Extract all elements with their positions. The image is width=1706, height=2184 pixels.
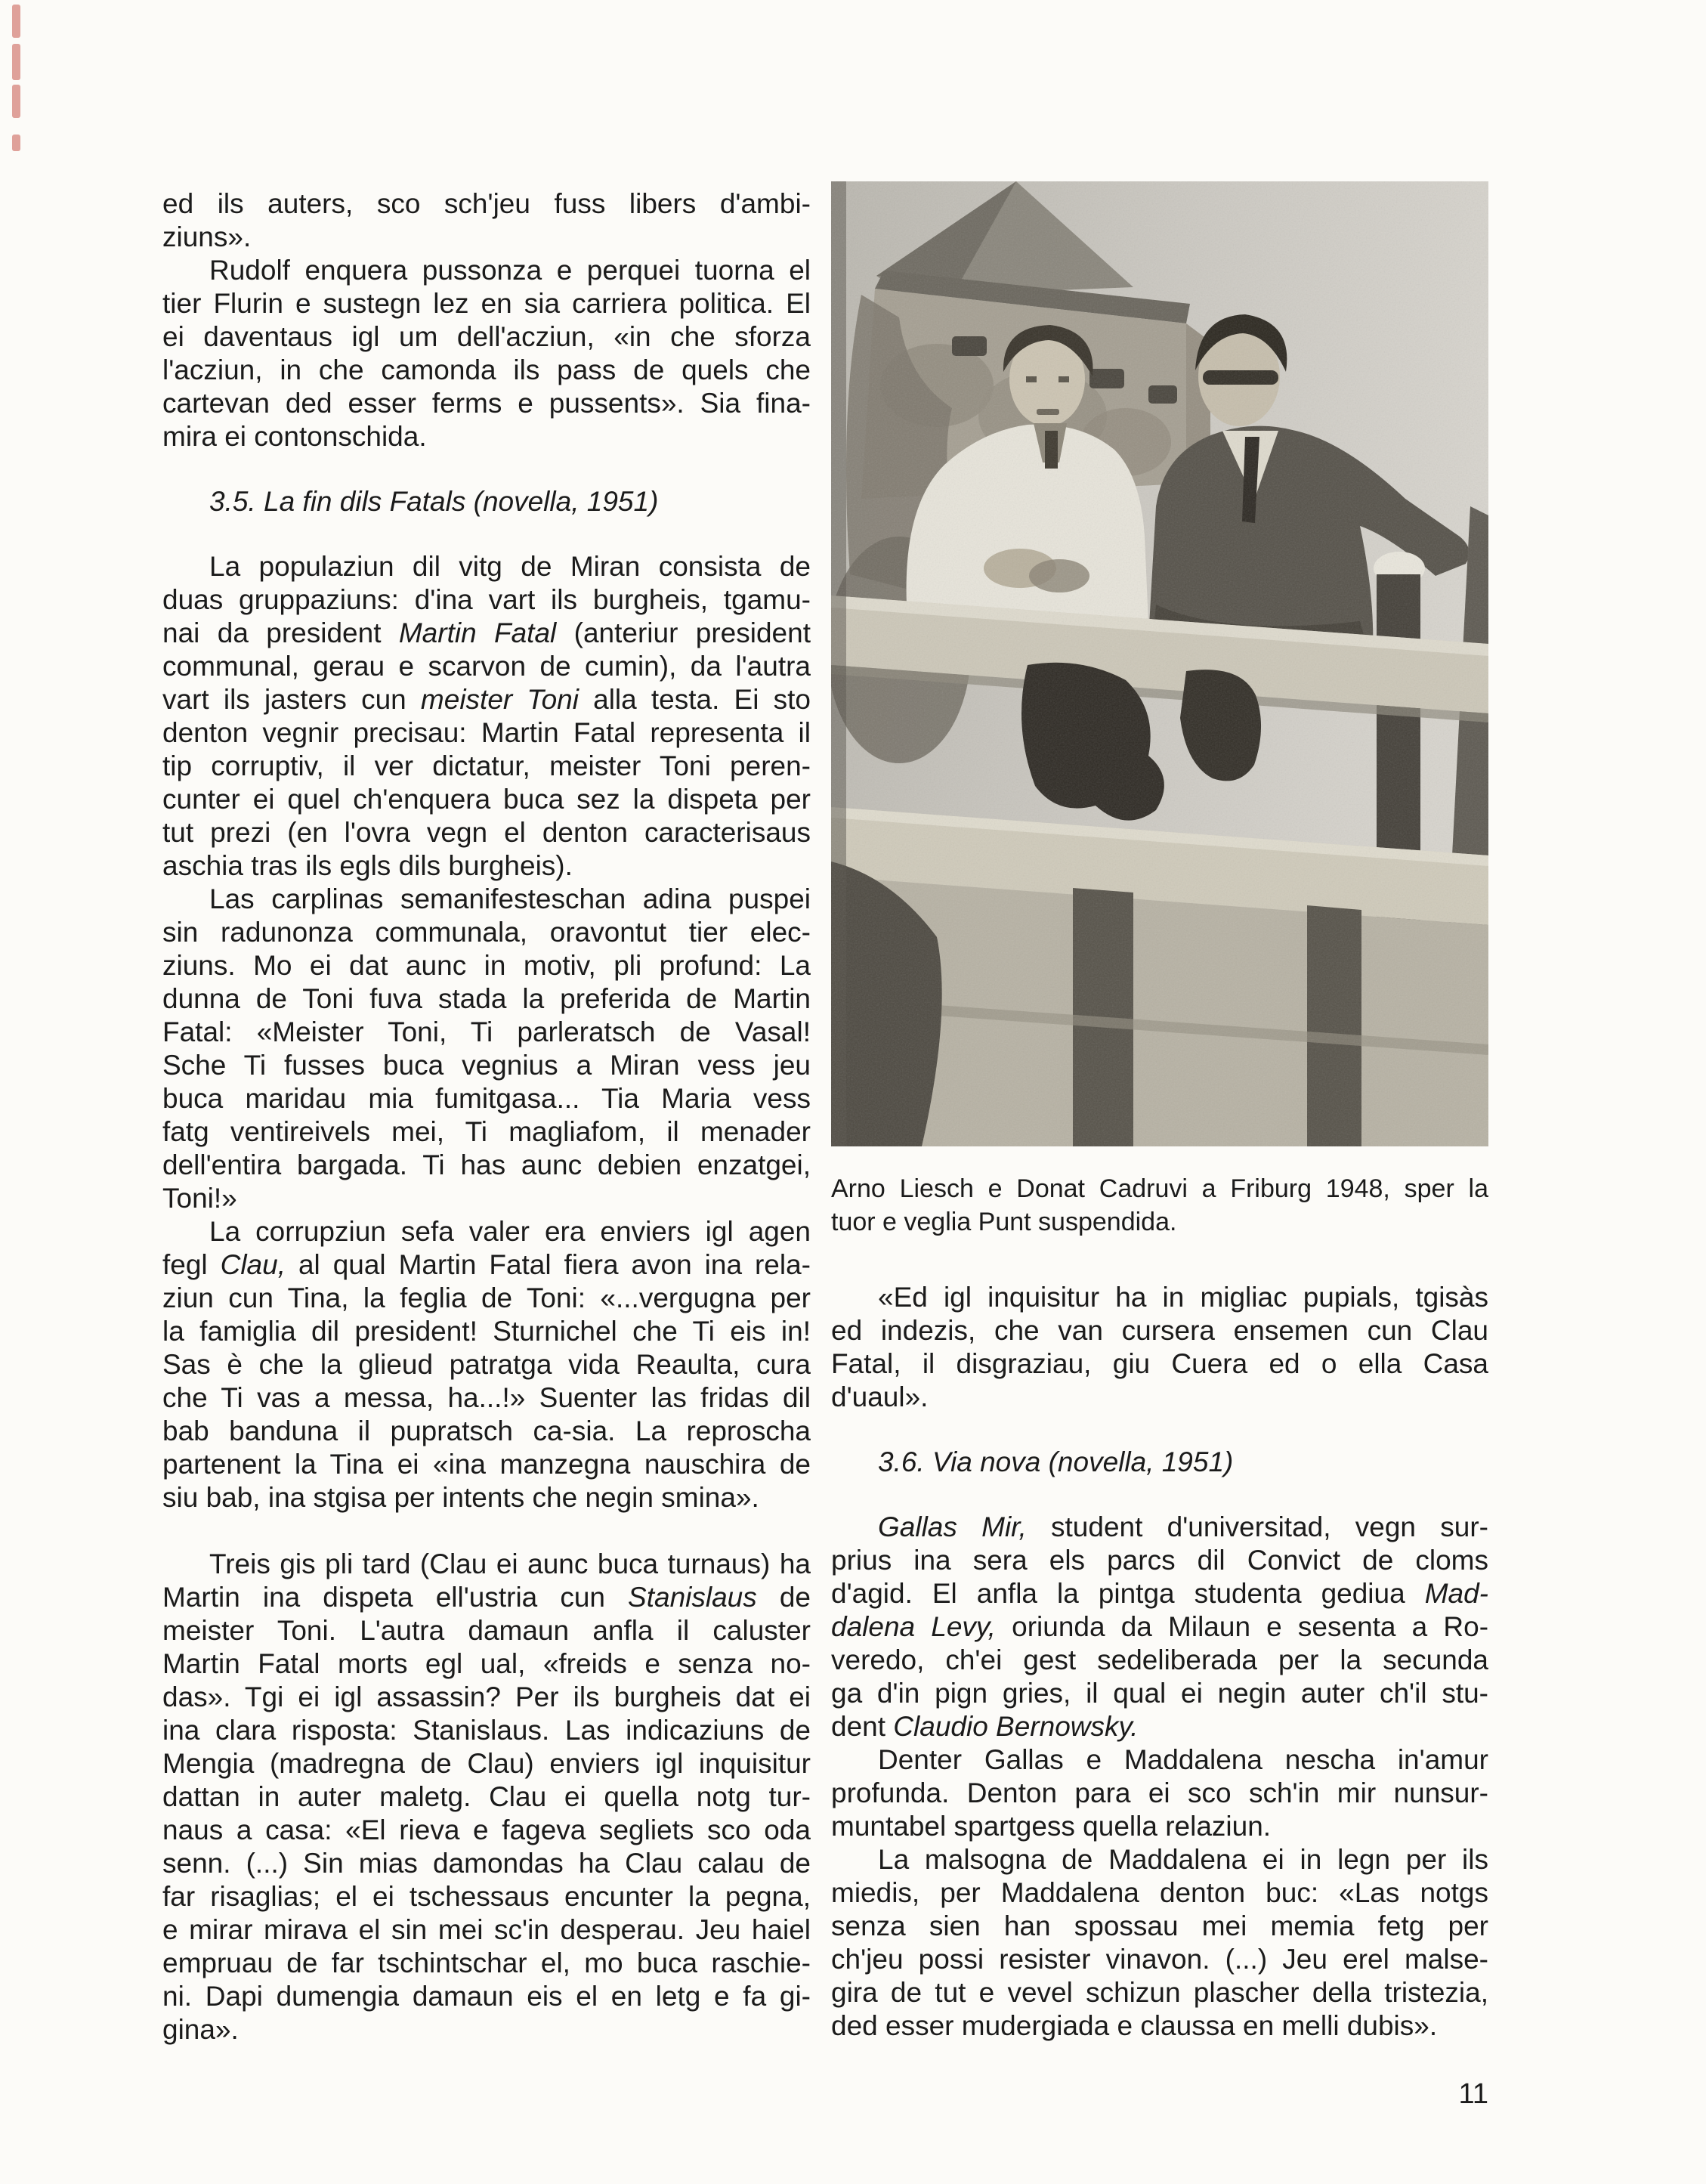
section-heading: 3.5. La fin dils Fatals (novella, 1951) xyxy=(209,486,659,517)
text-line: miedis, per Maddalena denton buc: «Las notgs xyxy=(831,1877,1488,1908)
text-line: partenent la Tina ei «ina manzegna nauschira de xyxy=(162,1449,811,1480)
text-line: dattan in auter maletg. Clau ei quella notg tur- xyxy=(162,1781,811,1812)
italic-text-segment: dalena Levy, xyxy=(831,1611,996,1642)
paragraph xyxy=(831,1172,1488,1239)
text-segment: nai da president xyxy=(162,617,399,648)
text-line: la famiglia dil president! Sturnichel che Ti eis in! xyxy=(162,1316,811,1347)
text-segment: (anteriur president xyxy=(556,617,811,648)
section-heading: 3.6. Via nova (novella, 1951) xyxy=(878,1446,1234,1477)
text-line: ziun cun Tina, la feglia de Toni: «...vergugna per xyxy=(162,1282,811,1313)
red-registration-mark xyxy=(12,44,20,80)
red-registration-mark xyxy=(12,85,20,118)
page-number: 11 xyxy=(1458,2078,1488,2110)
text-segment: de xyxy=(756,1582,811,1613)
paragraph xyxy=(162,1215,811,1514)
text-line: ina clara risposta: Stanislaus. Las indicaziuns de xyxy=(162,1715,811,1746)
text-line: profunda. Denton para ei sco sch'in mir nunsur- xyxy=(831,1777,1488,1808)
italic-text-segment: Gallas Mir, xyxy=(878,1511,1027,1542)
text-line xyxy=(162,683,811,716)
text-line: dell'entira bargada. Ti has aunc debien enzatgei, xyxy=(162,1149,811,1180)
italic-text-segment: Clau, xyxy=(220,1249,286,1280)
text-segment: student d'universitad, vegn sur- xyxy=(1026,1511,1488,1542)
italic-text-segment: Claudio Bernowsky. xyxy=(893,1711,1139,1742)
text-line: ed indezis, che van cursera ensemen cun Clau xyxy=(831,1315,1488,1346)
text-line: Mengia (madregna de Clau) enviers igl inquisitur xyxy=(162,1748,811,1779)
italic-text-segment: Martin Fatal xyxy=(398,617,557,648)
text-line: veredo, ch'ei gest sedeliberada per la secunda xyxy=(831,1644,1488,1675)
text-line: Fatal, il disgraziau, giu Cuera ed o ella Casa xyxy=(831,1348,1488,1379)
text-line: La corrupziun sefa valer era enviers igl agen xyxy=(209,1216,811,1247)
red-registration-mark xyxy=(12,5,20,38)
text-line: ei daventaus igl um dell'acziun, «in che sforza xyxy=(162,321,811,352)
text-line: ziuns». xyxy=(162,221,252,252)
paragraph xyxy=(831,1843,1488,2043)
text-line: muntabel spartgess quella relaziun. xyxy=(831,1811,1272,1842)
text-line: ed ils auters, sco sch'jeu fuss libers d'ambi- xyxy=(162,188,811,219)
text-line: das». Tgi ei igl assassin? Per ils burgheis dat ei xyxy=(162,1681,811,1712)
text-line: Fatal: «Meister Toni, Ti parleratsch de Vasal! xyxy=(162,1016,811,1047)
text-line: prius ina sera els parcs dil Convict de cloms xyxy=(831,1545,1488,1576)
text-line: senn. (...) Sin mias damondas ha Clau calau de xyxy=(162,1848,811,1879)
text-line: La populaziun dil vitg de Miran consista de xyxy=(209,551,811,582)
text-line: Arno Liesch e Donat Cadruvi a Friburg 1948, sper la xyxy=(831,1174,1488,1203)
text-line: denton vegnir precisau: Martin Fatal representa il xyxy=(162,717,811,748)
text-line: «Ed igl inquisitur ha in migliac pupials, tgisàs xyxy=(878,1282,1488,1313)
text-line xyxy=(162,1581,811,1614)
paragraph xyxy=(162,254,811,453)
text-line: ni. Dapi dumengia damaun eis el en letg e fa gi- xyxy=(162,1981,811,2012)
text-line: Martin Fatal morts egl ual, «freids e senza no- xyxy=(162,1648,811,1679)
text-line: empruau de far tschintschar el, mo buca raschie- xyxy=(162,1947,811,1978)
text-line: fatg ventireivels mei, Ti magliafom, il menader xyxy=(162,1116,811,1147)
photo-illustration xyxy=(831,181,1488,1146)
text-line: duas gruppaziuns: d'ina vart ils burgheis, tgamu- xyxy=(162,584,811,615)
text-line: Denter Gallas e Maddalena nescha in'amur xyxy=(878,1744,1488,1775)
text-line: sin radunonza communala, oravontut tier elec- xyxy=(162,917,811,948)
left-text-column xyxy=(162,187,811,2046)
text-line: ch'jeu possi resister vinavon. (...) Jeu erel malse- xyxy=(831,1944,1488,1975)
text-line: Sas è che la glieud patratga vida Reaulta, cura xyxy=(162,1349,811,1380)
text-line xyxy=(831,1610,1488,1644)
text-line: Rudolf enquera pussonza e perquei tuorna el xyxy=(209,255,811,286)
text-line: cunter ei quel ch'enquera buca sez la dispeta per xyxy=(162,784,811,815)
text-line: tuor e veglia Punt suspendida. xyxy=(831,1208,1177,1236)
text-line: naus a casa: «El rieva e fageva segliets sco oda xyxy=(162,1814,811,1845)
right-text-column xyxy=(831,1281,1488,2043)
text-line xyxy=(831,1710,1488,1743)
text-line: bab banduna il pupratsch ca-sia. La reproscha xyxy=(162,1415,811,1446)
text-line: Treis gis pli tard (Clau ei aunc buca turnaus) ha xyxy=(209,1548,811,1579)
text-line: senza sien han spossau mei memia fetg per xyxy=(831,1910,1488,1941)
text-line: che Ti vas a messa, ha...!» Suenter las fridas dil xyxy=(162,1382,811,1413)
text-line: meister Toni. L'autra damaun anfla il caluster xyxy=(162,1615,811,1646)
text-line: Toni!» xyxy=(162,1183,237,1214)
text-line: ga d'in pign gries, il qual ei negin auter ch'il stu- xyxy=(831,1678,1488,1709)
text-line: La malsogna de Maddalena ei in legn per ils xyxy=(878,1844,1488,1875)
italic-text-segment: Mad- xyxy=(1424,1578,1488,1609)
text-line: buca maridau mia fumitgasa... Tia Maria vess xyxy=(162,1083,811,1114)
text-line xyxy=(831,1577,1488,1610)
italic-text-segment: meister Toni xyxy=(420,684,579,715)
paragraph xyxy=(831,1743,1488,1843)
text-line: d'uaul». xyxy=(831,1381,929,1412)
text-line: Sche Ti fusses buca vegnius a Miran vess jeu xyxy=(162,1050,811,1081)
text-segment: alla testa. Ei sto xyxy=(578,684,811,715)
text-line xyxy=(162,1248,811,1282)
text-line: Las carplinas semanifesteschan adina puspei xyxy=(209,883,811,914)
text-line: mira ei contonschida. xyxy=(162,421,427,452)
text-line: l'acziun, in che camonda ils pass de quels che xyxy=(162,354,811,385)
text-segment: dent xyxy=(831,1711,894,1742)
paragraph xyxy=(162,883,811,1215)
text-segment: oriunda da Milaun e sesenta a Ro- xyxy=(995,1611,1489,1642)
text-line: far risaglias; el ei tschessaus encunter la pegna, xyxy=(162,1881,811,1912)
text-line: gira de tut e vevel schizun plascher della tristezia, xyxy=(831,1977,1488,2008)
paragraph xyxy=(831,1281,1488,1414)
photo-arno-liesch-donat-cadruvi xyxy=(831,181,1488,1146)
text-segment: al qual Martin Fatal fiera avon ina rela- xyxy=(286,1249,811,1280)
paragraph xyxy=(831,1511,1488,1743)
text-line xyxy=(162,617,811,650)
text-segment: Martin ina dispeta ell'ustria cun xyxy=(162,1582,629,1613)
text-line: e mirar mirava el sin mei sc'in desperau. Jeu haiel xyxy=(162,1914,811,1945)
text-line: communal, gerau e scarvon de cumin), da l'autra xyxy=(162,651,811,682)
text-line: ziuns. Mo ei dat aunc in motiv, pli profund: La xyxy=(162,950,811,981)
paragraph xyxy=(162,187,811,254)
text-line: siu bab, ina stgisa per intents che negin smina». xyxy=(162,1482,759,1513)
text-line: tut prezi (en l'ovra vegn el denton caracterisaus xyxy=(162,817,811,848)
text-line xyxy=(831,1511,1488,1544)
paragraph xyxy=(162,1548,811,2046)
text-segment: vart ils jasters cun xyxy=(162,684,421,715)
right-column xyxy=(831,181,1488,2111)
text-line: cartevan ded esser ferms e pussents». Sia fina- xyxy=(162,388,811,419)
text-line: tier Flurin e sustegn lez en sia carriera politica. El xyxy=(162,288,811,319)
photo-caption xyxy=(831,1172,1488,1239)
text-line: ded esser mudergiada e claussa en melli dubis». xyxy=(831,2010,1438,2041)
text-line: aschia tras ils egls dils burgheis). xyxy=(162,850,573,881)
text-line: dunna de Toni fuva stada la preferida de Martin xyxy=(162,983,811,1014)
text-line: tip corruptiv, il ver dictatur, meister Toni peren- xyxy=(162,750,811,781)
paragraph xyxy=(162,550,811,883)
red-registration-mark xyxy=(12,135,20,151)
text-segment: d'agid. El anfla la pintga studenta gediua xyxy=(831,1578,1425,1609)
text-line: gina». xyxy=(162,2014,239,2045)
text-segment: fegl xyxy=(162,1249,221,1280)
halftone-grain xyxy=(831,181,1488,1146)
italic-text-segment: Stanislaus xyxy=(628,1582,757,1613)
